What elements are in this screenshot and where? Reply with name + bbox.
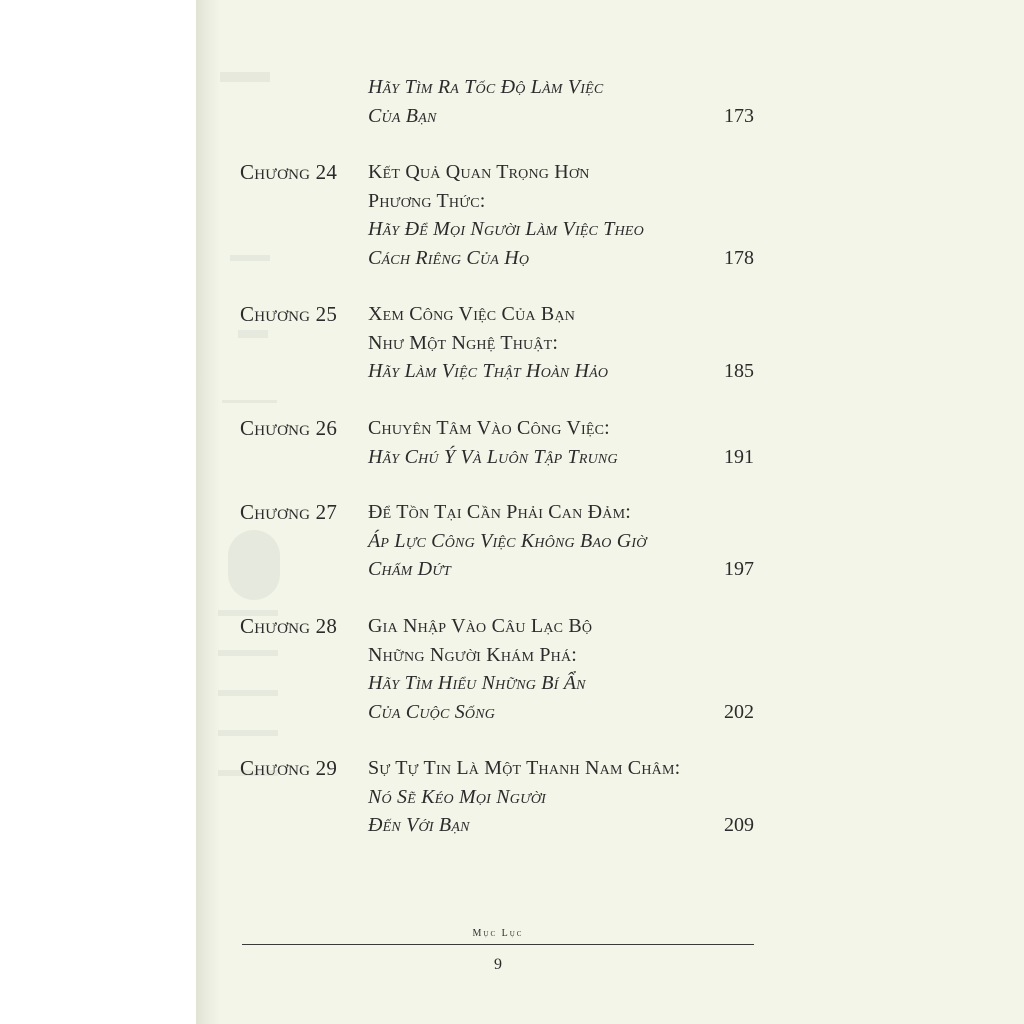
page-number: 197 (724, 558, 754, 580)
title-line: Áp Lực Công Việc Không Bao Giờ (368, 529, 647, 552)
entry-title (368, 612, 708, 726)
page-number: 202 (724, 700, 754, 723)
title-line: Xem Công Việc Của Bạn (368, 303, 576, 325)
page-number: 209 (724, 814, 754, 836)
page-number: 178 (724, 246, 754, 269)
entry-title (368, 73, 708, 130)
title-line: Gia Nhập Vào Câu Lạc Bộ (368, 615, 593, 637)
title-line: Chấm Dứt (368, 558, 452, 580)
title-line: Để Tồn Tại Cần Phải Can Đảm: (368, 501, 631, 523)
entry-title (368, 498, 708, 584)
chapter-label: Chương 27 (240, 500, 338, 524)
title-line: Như Một Nghệ Thuật: (368, 331, 559, 354)
title-line: Hãy Tìm Hiểu Những Bí Ẩn (368, 672, 586, 694)
title-line: Những Người Khám Phá: (368, 643, 578, 666)
title-line: Chuyên Tâm Vào Công Việc: (368, 417, 610, 439)
title-line: Sự Tự Tin Là Một Thanh Nam Châm: (368, 757, 681, 779)
title-line: Của Bạn (368, 104, 437, 127)
chapter-label: Chương 29 (240, 756, 338, 780)
chapter-label: Chương 26 (240, 416, 338, 440)
chapter-label: Chương 25 (240, 302, 338, 326)
title-line: Hãy Làm Việc Thật Hoàn Hảo (368, 360, 609, 382)
title-line: Kết Quả Quan Trọng Hơn (368, 161, 590, 183)
chapter-label: Chương 24 (240, 160, 338, 184)
entry-title (368, 300, 708, 386)
chapter-label: Chương 28 (240, 614, 338, 638)
title-line: Của Cuộc Sống (368, 700, 496, 723)
title-line: Cách Riêng Của Họ (368, 246, 530, 269)
title-line: Đến Với Bạn (368, 814, 470, 836)
page-number: 191 (724, 445, 754, 468)
title-line: Hãy Để Mọi Người Làm Việc Theo (368, 218, 644, 240)
folio-page-number: 9 (494, 956, 502, 973)
page-number: 185 (724, 360, 754, 382)
entry-title (368, 158, 708, 272)
footer-divider (242, 944, 754, 945)
spine-shadow (196, 0, 220, 1024)
title-line: Nó Sẽ Kéo Mọi Người (368, 785, 547, 808)
page-number: 173 (724, 104, 754, 127)
running-footer-title: Mục Lục (472, 928, 524, 939)
title-line: Hãy Chú Ý Và Luôn Tập Trung (368, 445, 618, 468)
entry-title (368, 414, 708, 471)
title-line: Phương Thức: (368, 189, 486, 212)
entry-title (368, 754, 708, 840)
title-line: Hãy Tìm Ra Tốc Độ Làm Việc (368, 76, 604, 98)
